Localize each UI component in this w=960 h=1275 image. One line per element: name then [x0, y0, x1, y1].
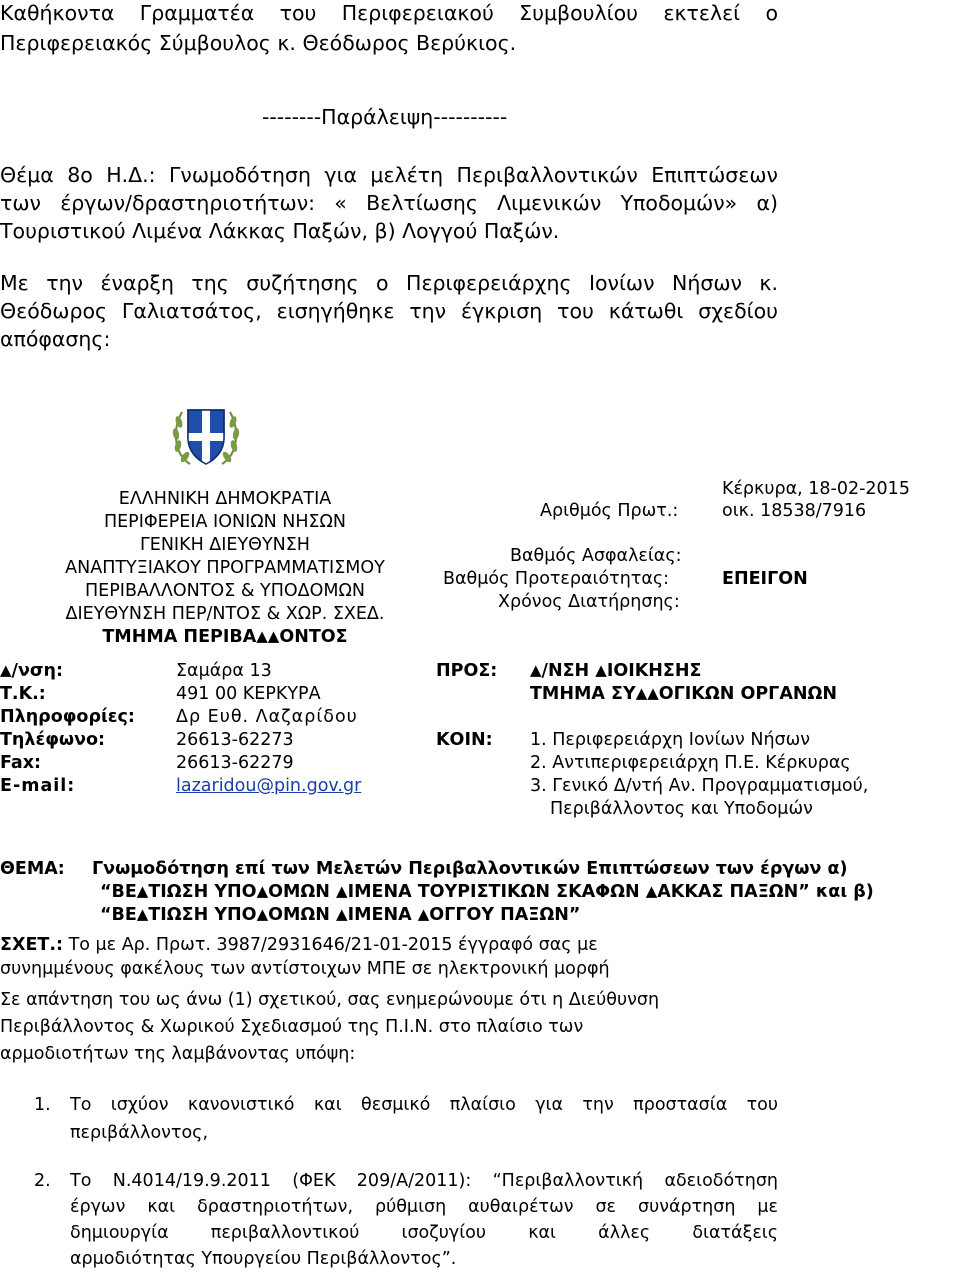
topic-line-3: Τουριστικού Λιμένα Λάκκας Παξών, β) Λογγού Παξών. — [0, 219, 560, 243]
subject-line-3: “ΒΕ▲ΤΙΩΣΗ ΥΠΟ▲ΟΜΩΝ ▲ΙΜΕΝΑ ▲ΟΓΓΟΥ ΠΑΞΩΝ” — [100, 905, 581, 925]
info-value: Δρ Ευθ. Λαζαρίδου — [176, 707, 358, 727]
letterhead-line-3: ΓΕΝΙΚΗ ΔΙΕΥΘΥΝΣΗ — [140, 535, 310, 555]
list-item-2-line-4: αρμοδιότητας Υπουργείου Περιβάλλοντος”. — [70, 1249, 457, 1269]
missing-glyph-icon: ▲ — [256, 905, 269, 923]
topic-line-1: Θέμα 8ο Η.Δ.: Γνωμοδότηση για μελέτη Περιβαλλοντικών Επιπτώσεων — [0, 163, 778, 187]
missing-glyph-icon: ▲ — [645, 882, 658, 900]
letterhead-department — [40, 626, 410, 649]
ref-text: Το με Αρ. Πρωτ. 3987/2931646/21-01-2015 έγγραφό σας με — [68, 935, 598, 955]
missing-glyph-icon: ▲ — [256, 882, 269, 900]
intro-line-2: Περιφερειακός Σύμβουλος κ. Θεόδωρος Βερύκιος. — [0, 31, 517, 55]
dept-text-end: ΟΝΤΟΣ — [279, 627, 348, 647]
missing-glyph-icon: ▲ — [530, 661, 542, 679]
greek-emblem-icon — [170, 402, 242, 470]
priority-label: Βαθμός Προτεραιότητας: — [443, 569, 670, 589]
to-label: ΠΡΟΣ: — [436, 661, 498, 681]
protocol-label: Αριθμός Πρωτ.: — [540, 501, 679, 521]
intro-line-1: Καθήκοντα Γραμματέα του Περιφερειακού Συμβουλίου εκτελεί ο — [0, 1, 778, 25]
body-line-3: αρμοδιοτήτων της λαμβάνοντας υπόψη: — [0, 1044, 356, 1064]
letterhead-line-1: ΕΛΛΗΝΙΚΗ ΔΗΜΟΚΡΑΤΙΑ — [118, 489, 332, 509]
missing-glyph-icon: ▲ — [336, 882, 348, 900]
address-value: Σαμάρα 13 — [176, 661, 272, 681]
ref-line-1 — [0, 934, 598, 957]
list-item-2-line-2: έργων και δραστηριοτήτων, ρύθμιση αυθαιρέτων σε συνάρτηση με — [70, 1197, 778, 1217]
email-link[interactable]: lazaridou@pin.gov.gr — [176, 776, 362, 796]
cc-label: ΚΟΙΝ: — [436, 730, 493, 750]
letterhead-line-4: ΑΝΑΠΤΥΞΙΑΚΟΥ ΠΡΟΓΡΑΜΜΑΤΙΣΜΟΥ — [65, 558, 385, 578]
cc-item-3-cont: Περιβάλλοντος και Υποδομών — [550, 799, 813, 819]
missing-glyph-icon: ▲ — [417, 905, 430, 923]
letterhead-line-2: ΠΕΡΙΦΕΡΕΙΑ ΙΟΝΙΩΝ ΝΗΣΩΝ — [103, 512, 347, 532]
list-item-2-number: 2. — [34, 1171, 51, 1191]
email-label: E-mail: — [0, 776, 76, 796]
dept-text-start: ΤΜΗΜΑ ΠΕΡΙΒΑ — [102, 627, 257, 647]
missing-glyph-icon: ▲▲ — [635, 684, 659, 702]
subject-label: ΘΕΜΑ: — [0, 859, 65, 879]
fax-label: Fax: — [0, 753, 42, 773]
missing-glyph-icon: ▲ — [0, 661, 12, 679]
missing-glyph-icon: ▲ — [136, 882, 149, 900]
ref-line-2: συνημμένους φακέλους των αντίστοιχων ΜΠΕ σε ηλεκτρονική μορφή — [0, 959, 610, 979]
doc-date: Κέρκυρα, 18-02-2015 — [722, 479, 910, 499]
missing-glyph-icon: ▲ — [595, 661, 607, 679]
proposal-line-2: Θεόδωρος Γαλιατσάτος, εισηγήθηκε την έγκριση του κάτωθι σχεδίου — [0, 299, 778, 323]
list-item-1-line-1: Το ισχύον κανονιστικό και θεσμικό πλαίσιο για την προστασία του — [70, 1095, 778, 1115]
info-label: Πληροφορίες: — [0, 707, 135, 727]
missing-glyph-icon: ▲▲ — [256, 627, 280, 645]
to-line-2: ΤΜΗΜΑ ΣΥ▲▲ΟΓΙΚΩΝ ΟΡΓΑΝΩΝ — [530, 684, 838, 704]
zip-label: Τ.Κ.: — [0, 684, 46, 704]
missing-glyph-icon: ▲ — [336, 905, 348, 923]
security-label: Βαθμός Ασφαλείας: — [510, 546, 682, 566]
cc-item-3: 3. Γενικό Δ/ντή Αν. Προγραμματισμού, — [530, 776, 869, 796]
cc-item-1: 1. Περιφερειάρχη Ιονίων Νήσων — [530, 730, 811, 750]
priority-value: ΕΠΕΙΓΟΝ — [722, 569, 808, 589]
body-line-2: Περιβάλλοντος & Χωρικού Σχεδιασμού της Π.Ι.Ν. στο πλαίσιο των — [0, 1017, 584, 1037]
list-item-1-number: 1. — [34, 1095, 51, 1115]
list-item-1-line-2: περιβάλλοντος, — [70, 1123, 209, 1143]
proposal-line-1: Με την έναρξη της συζήτησης ο Περιφερειάρχης Ιονίων Νήσων κ. — [0, 271, 778, 295]
topic-line-2: των έργων/δραστηριοτήτων: « Βελτίωσης Λιμενικών Υποδομών» α) — [0, 191, 778, 215]
address-label: ▲/νση: — [0, 661, 63, 681]
letterhead-line-5: ΠΕΡΙΒΑΛΛΟΝΤΟΣ & ΥΠΟΔΟΜΩΝ — [85, 581, 365, 601]
to-line-1: ▲/ΝΣΗ ▲ΙΟΙΚΗΣΗΣ — [530, 661, 702, 681]
ref-label: ΣΧΕΤ.: — [0, 935, 63, 955]
proposal-line-3: απόφασης: — [0, 327, 111, 351]
body-line-1: Σε απάντηση του ως άνω (1) σχετικού, σας ενημερώνουμε ότι η Διεύθυνση — [0, 990, 660, 1010]
zip-value: 491 00 ΚΕΡΚΥΡΑ — [176, 684, 321, 704]
list-item-2-line-3: δημιουργία περιβαλλοντικού ισοζυγίου και άλλες διατάξεις — [70, 1223, 778, 1243]
omission-marker: --------Παράλειψη---------- — [262, 105, 508, 129]
subject-line-2: “ΒΕ▲ΤΙΩΣΗ ΥΠΟ▲ΟΜΩΝ ▲ΙΜΕΝΑ ΤΟΥΡΙΣΤΙΚΩΝ ΣΚΑΦΩΝ ▲ΑΚΚΑΣ ΠΑΞΩΝ” και β) — [100, 882, 874, 902]
phone-label: Τηλέφωνο: — [0, 730, 106, 750]
cc-item-2: 2. Αντιπεριφερειάρχη Π.Ε. Κέρκυρας — [530, 753, 851, 773]
letterhead-line-6: ΔΙΕΥΘΥΝΣΗ ΠΕΡ/ΝΤΟΣ & ΧΩΡ. ΣΧΕΔ. — [65, 604, 385, 624]
missing-glyph-icon: ▲ — [136, 905, 149, 923]
subject-line-1: Γνωμοδότηση επί των Μελετών Περιβαλλοντικών Επιπτώσεων των έργων α) — [92, 859, 848, 879]
retention-label: Χρόνος Διατήρησης: — [498, 592, 680, 612]
protocol-value: οικ. 18538/7916 — [722, 501, 867, 521]
fax-value: 26613-62279 — [176, 753, 294, 773]
list-item-2-line-1: Το Ν.4014/19.9.2011 (ΦΕΚ 209/Α/2011): “Περιβαλλοντική αδειοδότηση — [70, 1171, 778, 1191]
phone-value: 26613-62273 — [176, 730, 294, 750]
